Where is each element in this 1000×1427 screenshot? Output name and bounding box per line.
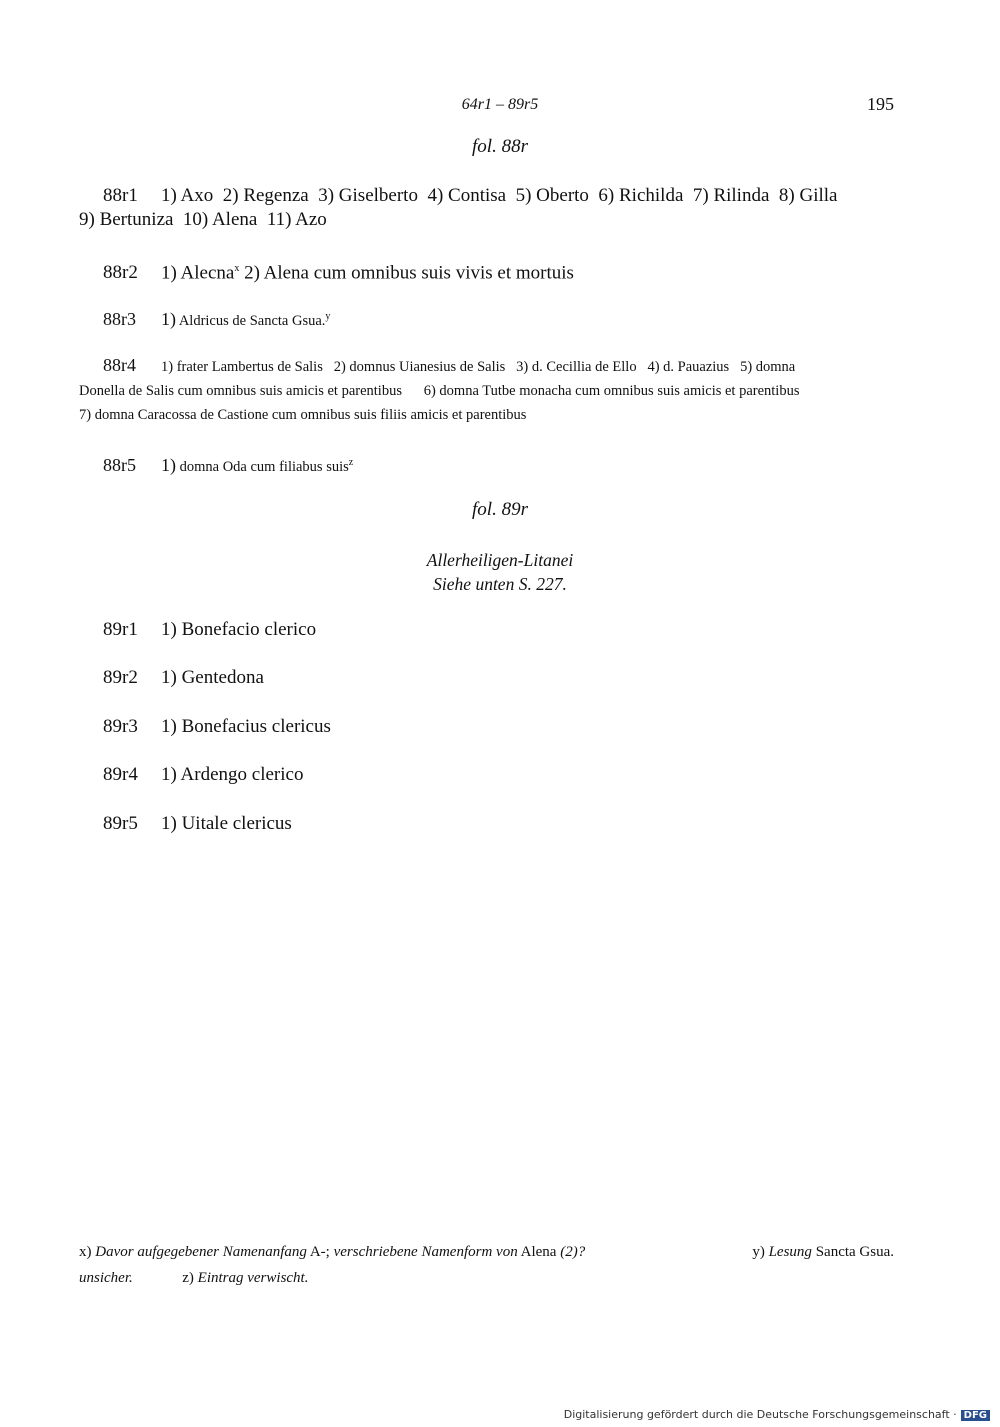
footnote-line — [79, 1265, 894, 1291]
entry-line — [79, 184, 894, 208]
entry-89r5 — [103, 813, 292, 835]
entry-name: 1) Alecna — [161, 262, 235, 284]
footnote-text: Davor aufgegebener Namenanfang — [95, 1244, 307, 1260]
entry-88r4 — [79, 353, 894, 427]
entry-names: 1) Axo 2) Regenza 3) Giselberto 4) Contisa 5) Oberto 6) Richilda 7) Rilinda 8) Gilla — [161, 185, 838, 206]
entry-89r3 — [103, 716, 331, 738]
entry-text: domna Oda cum filiabus suis — [179, 458, 349, 475]
footnote-line — [79, 1239, 894, 1265]
running-head: 64r1 – 89r5 — [461, 96, 539, 113]
footnote-label: z) — [182, 1270, 194, 1286]
footnote-x — [79, 1244, 585, 1260]
entry-text: Aldricus de Sancta Gsua. — [178, 312, 326, 329]
footnote-text: Eintrag verwischt. — [197, 1270, 309, 1286]
dfg-logo: DFG — [961, 1410, 990, 1421]
entry-code: 89r5 — [103, 813, 138, 834]
entry-names: 2) Alena cum omnibus suis vivis et mortuis — [239, 262, 574, 284]
digitization-credit: Digitalisierung gefördert durch die Deutsche Forschungsgemeinschaft · DFG — [564, 1408, 990, 1421]
entry-text: 1) Bonefacius clericus — [161, 716, 331, 737]
entry-89r1 — [103, 619, 316, 641]
entry-code: 89r3 — [103, 716, 138, 737]
litany-reference: Siehe unten S. 227. — [433, 574, 567, 594]
footnote-label: y) — [752, 1244, 765, 1260]
footnote-z — [182, 1270, 308, 1286]
entry-line: Donella de Salis cum omnibus suis amicis et parentibus 6) domna Tutbe monacha cum omnibus suis amicis et parentibus — [79, 383, 800, 399]
entry-89r2 — [103, 667, 264, 689]
entry-88r5 — [79, 451, 894, 479]
entry-88r3 — [79, 305, 894, 333]
credit-text: Digitalisierung gefördert durch die Deutsche Forschungsgemeinschaft — [563, 1408, 950, 1421]
footnote-text: (2)? — [560, 1244, 586, 1260]
entry-code: 88r3 — [103, 308, 136, 329]
footnote-marker-y: y — [325, 311, 331, 322]
folio-heading-89r: fol. 89r — [472, 499, 528, 520]
entry-code: 89r2 — [103, 667, 138, 688]
entry-text: 1) Bonefacio clerico — [161, 619, 317, 640]
entry-number: 1) — [161, 454, 176, 475]
footnotes — [79, 1239, 894, 1291]
entry-text: 1) Uitale clericus — [161, 813, 292, 834]
entry-code: 88r2 — [103, 262, 138, 284]
footnote-text: Lesung — [768, 1244, 812, 1260]
entry-code: 89r4 — [103, 764, 138, 785]
footnote-text: verschriebene Namenform von — [333, 1244, 518, 1260]
footnote-text: Alena — [520, 1244, 557, 1260]
footnote-marker-z: z — [348, 457, 354, 468]
footnote-text: Sancta Gsua. — [815, 1244, 894, 1260]
footnote-y — [752, 1239, 894, 1265]
entry-number: 1) — [161, 308, 176, 329]
footnote-text: A-; — [309, 1244, 330, 1260]
footnote-label: x) — [79, 1244, 92, 1260]
entry-line: 7) domna Caracossa de Castione cum omnibus suis filiis amicis et parentibus — [79, 407, 527, 423]
entry-88r1 — [79, 184, 894, 232]
footnote-text: unsicher. — [79, 1270, 133, 1286]
entry-89r4 — [103, 764, 303, 786]
entry-code: 88r5 — [103, 454, 136, 475]
entry-line — [79, 353, 894, 379]
folio-heading-88r: fol. 88r — [472, 136, 528, 157]
entry-code: 88r4 — [103, 355, 136, 375]
litany-note — [0, 548, 1000, 596]
entry-88r2 — [79, 257, 894, 285]
entry-code: 88r1 — [103, 185, 138, 206]
footnote-marker-x: x — [234, 263, 240, 274]
entry-text: 1) Gentedona — [161, 667, 264, 688]
entry-line: 9) Bertuniza 10) Alena 11) Azo — [79, 209, 327, 230]
litany-title: Allerheiligen-Litanei — [426, 550, 574, 570]
entry-text: 1) Ardengo clerico — [161, 764, 304, 785]
entry-text: 1) frater Lambertus de Salis 2) domnus Uianesius de Salis 3) d. Cecillia de Ello 4) d. Pauazius 5) domna — [161, 359, 796, 375]
entry-code: 89r1 — [103, 619, 138, 640]
page-number: 195 — [867, 94, 894, 114]
